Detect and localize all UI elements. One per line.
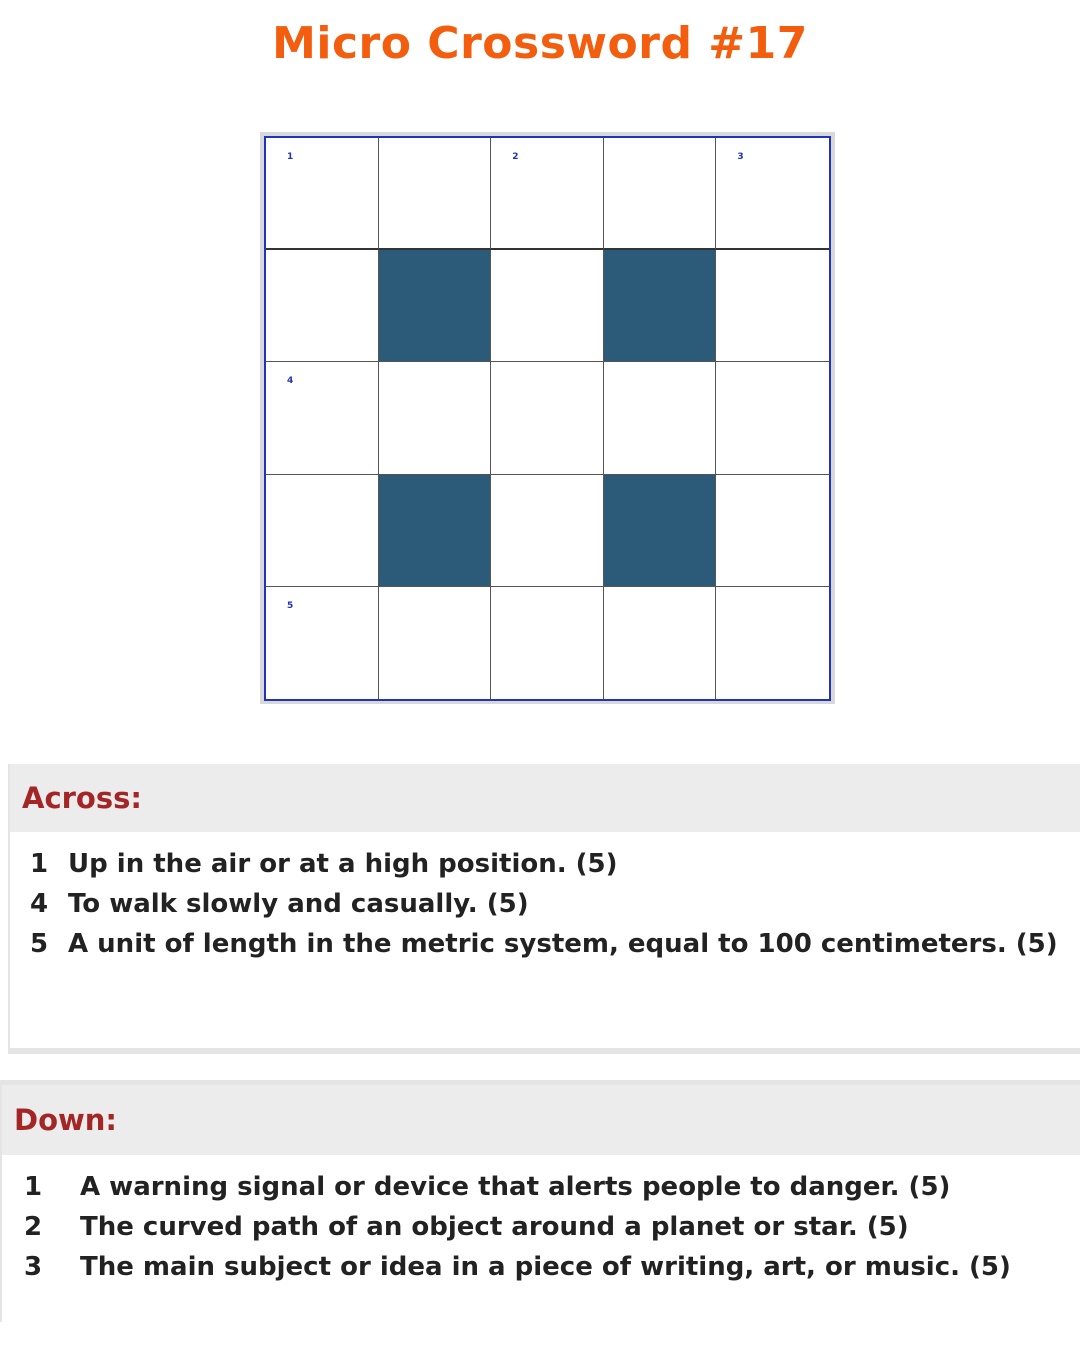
grid-cell[interactable] — [716, 362, 829, 474]
black-square — [379, 250, 492, 362]
down-clue[interactable] — [2, 1247, 1080, 1287]
clue-number: 3 — [24, 1252, 43, 1282]
puzzle-title: Micro Crossword #17 — [272, 18, 808, 69]
cell-number: 4 — [287, 376, 294, 387]
cell-number: 1 — [287, 152, 294, 162]
cell-number: 3 — [737, 152, 744, 162]
grid-cell[interactable] — [379, 587, 492, 699]
grid-cell[interactable] — [491, 587, 604, 699]
across-clue[interactable] — [10, 924, 1080, 964]
grid-cell[interactable] — [379, 362, 492, 474]
black-square — [379, 475, 492, 587]
down-clue[interactable] — [2, 1167, 1080, 1207]
clue-text: The curved path of an object around a planet or star. (5) — [80, 1212, 909, 1242]
down-clue[interactable] — [2, 1207, 1080, 1247]
clue-number: 2 — [24, 1212, 43, 1242]
clue-number: 4 — [30, 889, 49, 919]
clue-text: A warning signal or device that alerts people to danger. (5) — [80, 1172, 951, 1202]
grid-cell[interactable] — [716, 138, 829, 250]
black-square — [604, 250, 717, 362]
across-clues-panel — [8, 764, 1080, 1054]
grid-cell[interactable] — [266, 475, 379, 587]
grid-cell[interactable] — [491, 138, 604, 250]
down-heading: Down: — [2, 1085, 1080, 1155]
grid-cell[interactable] — [716, 475, 829, 587]
grid-cell[interactable] — [491, 475, 604, 587]
grid-cell[interactable] — [716, 587, 829, 699]
clue-number: 1 — [24, 1172, 43, 1202]
clue-text: A unit of length in the metric system, equal to 100 centimeters. (5) — [68, 929, 1058, 959]
clue-number: 1 — [30, 849, 49, 879]
grid-cell[interactable] — [266, 138, 379, 250]
grid-cell[interactable] — [266, 250, 379, 362]
grid-cell[interactable] — [491, 362, 604, 474]
across-clue[interactable] — [10, 884, 1080, 924]
clue-number: 5 — [30, 929, 49, 959]
grid-cell[interactable] — [379, 138, 492, 250]
cell-number: 5 — [287, 600, 294, 611]
grid-cell[interactable] — [491, 250, 604, 362]
grid-cell[interactable] — [604, 362, 717, 474]
clue-text: Up in the air or at a high position. (5) — [68, 849, 618, 879]
cell-number: 2 — [512, 152, 519, 162]
crossword-grid — [264, 136, 831, 701]
across-heading: Across: — [10, 764, 1080, 832]
grid-cell[interactable] — [604, 587, 717, 699]
clue-text: To walk slowly and casually. (5) — [68, 889, 529, 919]
grid-cell[interactable] — [266, 362, 379, 474]
black-square — [604, 475, 717, 587]
grid-cell[interactable] — [604, 138, 717, 250]
down-clues-panel — [0, 1080, 1080, 1322]
across-clue[interactable] — [10, 844, 1080, 884]
clue-text: The main subject or idea in a piece of writing, art, or music. (5) — [80, 1252, 1011, 1282]
grid-cell[interactable] — [266, 587, 379, 699]
grid-cell[interactable] — [716, 250, 829, 362]
